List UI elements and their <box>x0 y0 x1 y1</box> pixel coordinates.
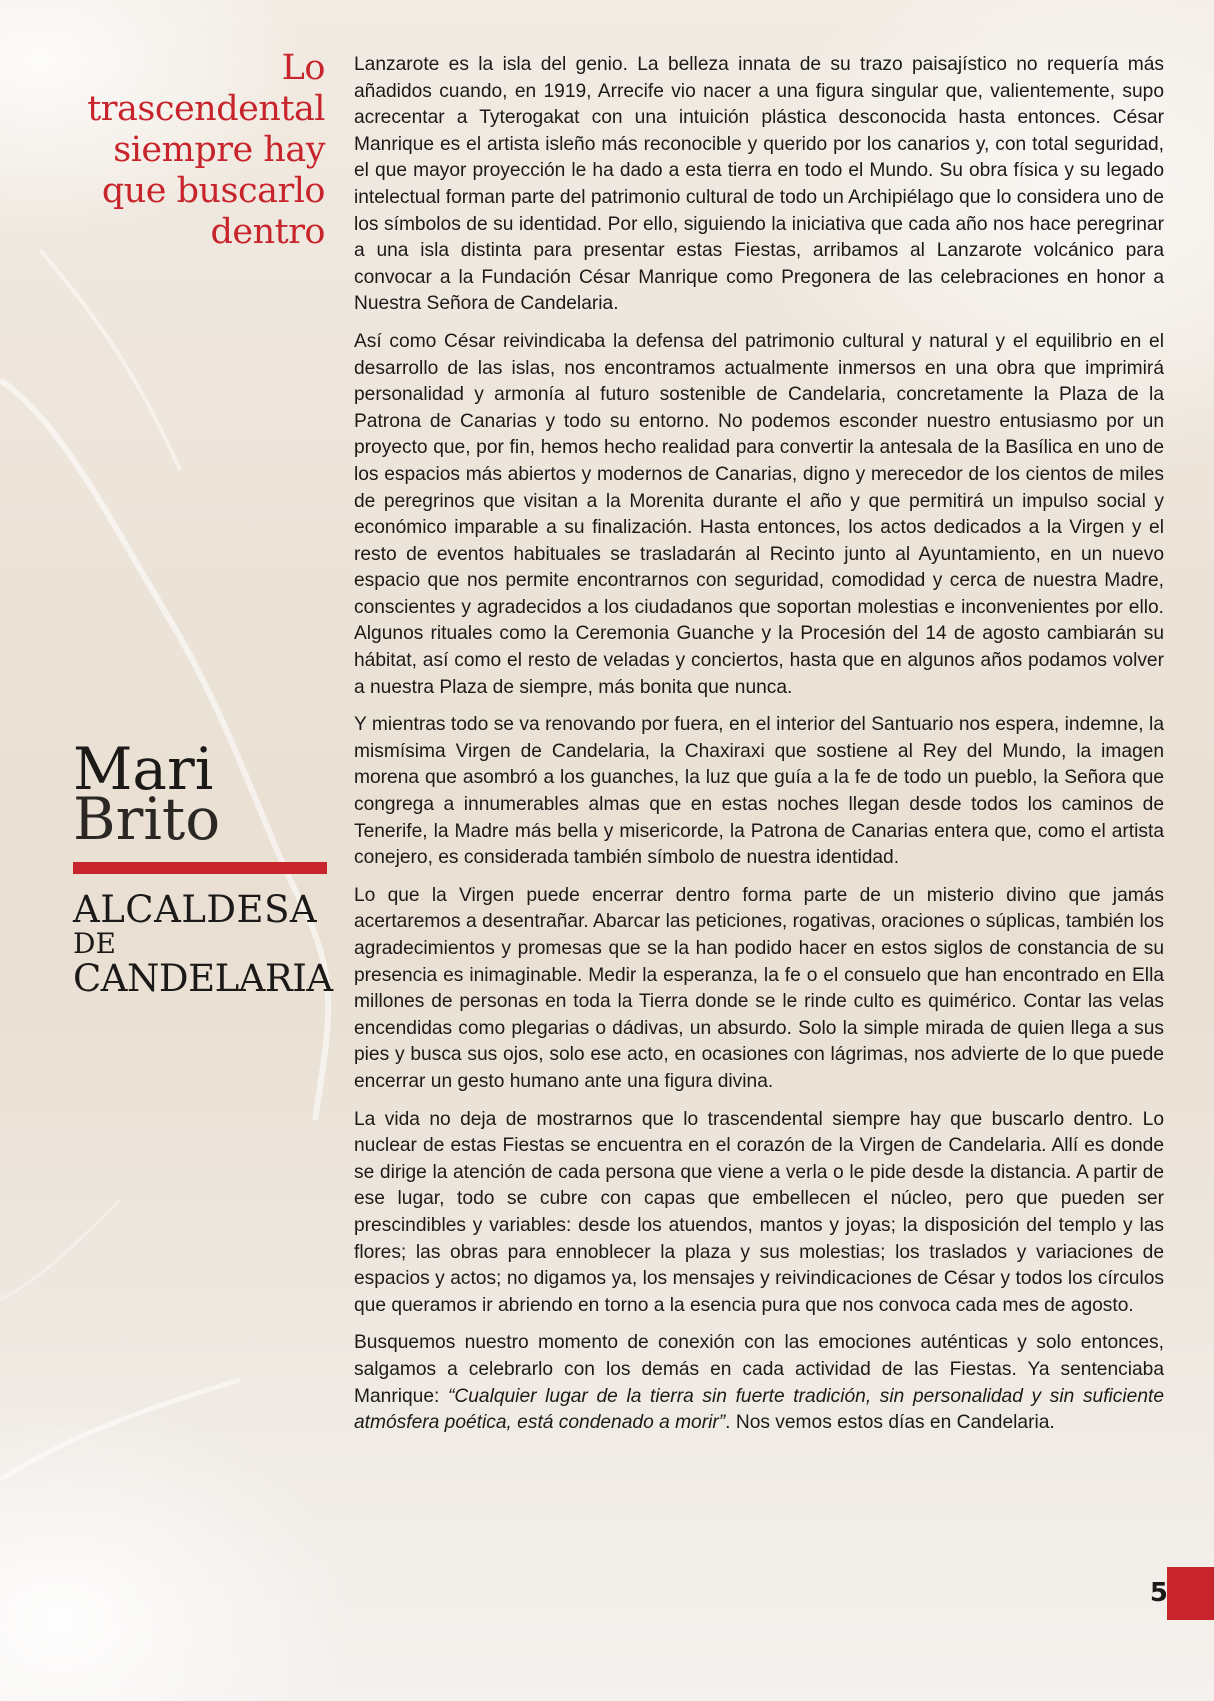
author-role-line: CANDELARIA <box>73 957 333 1000</box>
headline-line: dentro <box>210 212 325 252</box>
page-number-tab <box>1167 1567 1214 1620</box>
manrique-quote: “Cualquier lugar de la tierra sin fuerte tradición, sin personalidad y sin suficiente atmósfera poética, está condenado a morir” <box>354 1385 1165 1434</box>
author-last-name: Brito <box>73 785 221 853</box>
paragraph-text: . Nos vemos estos días en Candelaria. <box>725 1412 1055 1434</box>
author-role-line: ALCALDESA <box>73 888 318 931</box>
author-role-line: DE <box>73 927 116 960</box>
paragraph-text: Busquemos nuestro momento de conexión con las emociones auténticas y solo entonces, salgamos a celebrarlo con los demás en cada actividad de las Fiestas. Ya sentenciaba Manrique: <box>354 1332 1164 1407</box>
headline <box>60 48 325 253</box>
paragraph: Y mientras todo se va renovando por fuera, en el interior del Santuario nos espera, indemne, la mismísima Virgen de Candelaria, la Chaxiraxi que sostiene al Rey del Mundo, la imagen morena que asombró a los guanches, la luz que guía a la fe de todo un pueblo, la Señora que congrega a innumerables almas que en estas noches llegan desde todos los caminos de Tenerife, la Madre más bella y misericorde, la Patrona de Canarias entera que, como el artista conejero, es considerada también símbolo de nuestra identidad. <box>354 714 1164 869</box>
paragraph <box>354 1330 1164 1436</box>
author-block <box>73 735 333 1000</box>
article-body <box>354 52 1164 1448</box>
author-role <box>73 888 333 1000</box>
page-number: 5 <box>1149 1578 1168 1608</box>
paragraph: Lo que la Virgen puede encerrar dentro forma parte de un misterio divino que jamás acertaremos a desentrañar. Abarcar las peticiones, rogativas, oraciones o súplicas, también los agradecimientos y promesas que se la han podido hacer en estos siglos de constancia de su presencia es inimaginable. Medir la esperanza, la fe o el consuelo que han encontrado en Ella millones de personas en toda la Tierra donde se le rinde culto es quimérico. Contar las velas encendidas como plegarias o dádivas, un absurdo. Solo la simple mirada de quien llega a sus pies y busca sus ojos, solo ese acto, en ocasiones con lágrimas, nos advierte de lo que puede encerrar un gesto humano ante una figura divina. <box>354 884 1164 1092</box>
paragraph: Así como César reivindicaba la defensa del patrimonio cultural y natural y el equilibrio en el desarrollo de las islas, nos encontramos actualmente inmersos en una obra que imprimirá personalidad y armonía al futuro sostenible de Candelaria, concretamente la Plaza de la Patrona de Canarias y todo su entorno. No podemos esconder nuestro entusiasmo por un proyecto que, por fin, hemos hecho realidad para convertir la antesala de la Basílica en uno de los espacios más abiertos y modernos de Canarias, digno y merecedor de los cientos de miles de peregrinos que visitan a la Morenita durante el año y que permitirá un impulso social y económico imparable a su finalización. Hasta entonces, los actos dedicados a la Virgen y el resto de eventos habituales se trasladarán al Recinto junto al Ayuntamiento, en un nuevo espacio que nos permite encontrarnos con seguridad, comodidad y cerca de nuestra Madre, conscientes y agradecidos a los ciudadanos que soportan molestias e inconvenientes por ello. Algunos rituales como la Ceremonia Guanche y la Procesión del 14 de agosto cambiarán su hábitat, así como el resto de veladas y conciertos, hasta que en algunos años podamos volver a nuestra Plaza de siempre, más bonita que nunca. <box>354 330 1164 698</box>
headline-line: siempre hay <box>113 130 325 170</box>
headline-line: trascendental <box>87 89 325 129</box>
paragraph: Lanzarote es la isla del genio. La belleza innata de su trazo paisajístico no requería más añadidos cuando, en 1919, Arrecife vio nacer a una figura singular que, valientemente, supo acrecentar a Tyterogakat con una intuición plástica desconocida hasta entonces. César Manrique es el artista isleño más reconocible y querido por los canarios y, con total seguridad, el que mayor proyección le ha dado a esta tierra en todo el Mundo. Su obra física y su legado intelectual forman parte del patrimonio cultural de todo un Archipiélago que lo considera uno de los símbolos de su identidad. Por ello, siguiendo la iniciativa que cada año nos hace peregrinar a una isla distinta para presentar estas Fiestas, arribamos al Lanzarote volcánico para convocar a la Fundación César Manrique como Pregonera de las celebraciones en honor a Nuestra Señora de Candelaria. <box>354 54 1164 315</box>
author-divider <box>73 862 327 874</box>
headline-line: que buscarlo <box>101 171 325 211</box>
headline-block <box>60 48 325 253</box>
author-first-name: Mari <box>73 735 214 803</box>
paragraph: La vida no deja de mostrarnos que lo trascendental siempre hay que buscarlo dentro. Lo nuclear de estas Fiestas se encuentra en el corazón de la Virgen de Candelaria. Allí es donde se dirige la atención de cada persona que viene a verla o le pide desde la distancia. A partir de ese lugar, todo se cubre con capas que embellecen el núcleo, pero que pueden ser prescindibles y variables: desde los atuendos, mantos y joyas; la disposición del templo y las flores; las obras para ennoblecer la plaza y sus molestias; los traslados y variaciones de espacios y actos; no digamos ya, los mensajes y reivindicaciones de César y todos los círculos que queramos ir abriendo en torno a la esencia pura que nos convoca cada mes de agosto. <box>354 1108 1164 1316</box>
headline-line: Lo <box>281 48 325 88</box>
